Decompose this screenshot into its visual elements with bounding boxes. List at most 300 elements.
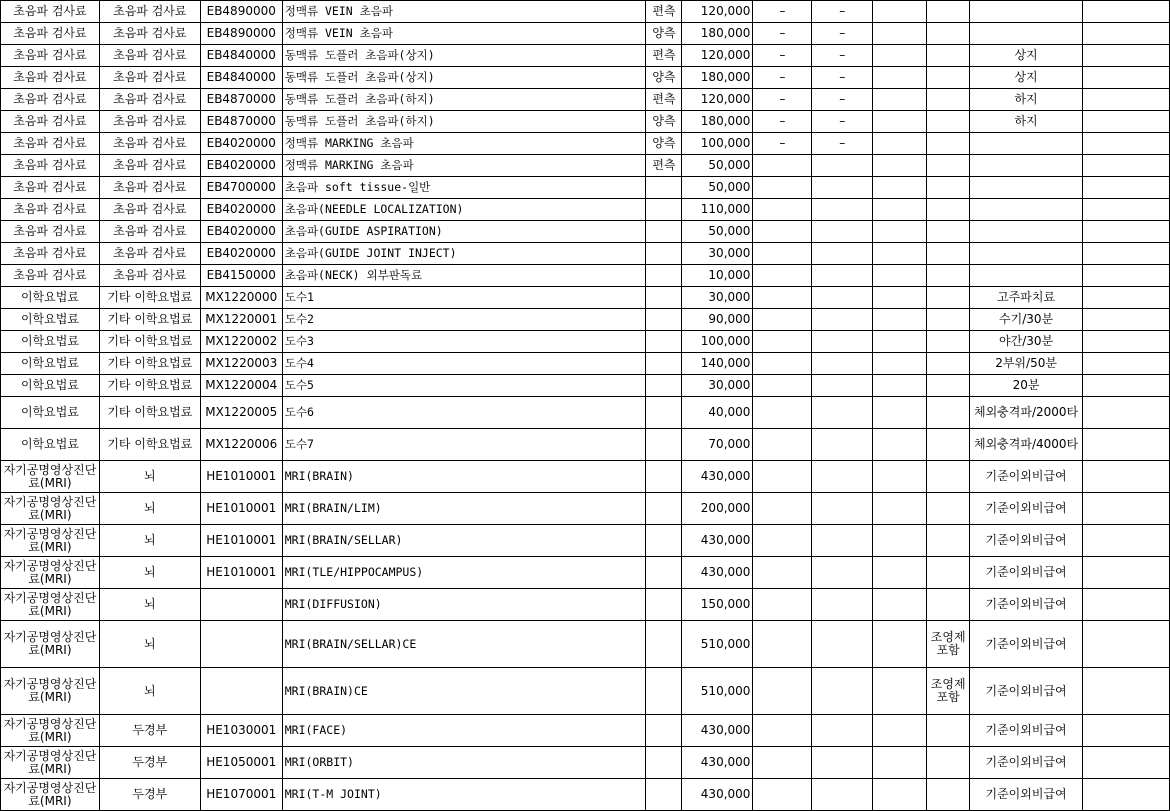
extra-cell (1083, 525, 1170, 557)
subcategory-cell: 초음파 검사료 (99, 155, 200, 177)
col8-cell: – (812, 89, 873, 111)
code-cell: EB4840000 (200, 45, 282, 67)
extra-cell (1083, 67, 1170, 89)
col8-cell (812, 155, 873, 177)
col7-cell: – (753, 45, 812, 67)
price-cell: 40,000 (682, 397, 753, 429)
extra-cell (1083, 23, 1170, 45)
extra-cell (1083, 429, 1170, 461)
price-cell: 90,000 (682, 309, 753, 331)
subcategory-cell: 초음파 검사료 (99, 23, 200, 45)
table-row (1, 557, 1170, 589)
subcategory-cell: 두경부 (99, 747, 200, 779)
extra-cell (1083, 621, 1170, 668)
code-cell: HE1010001 (200, 493, 282, 525)
remark-cell (970, 1, 1083, 23)
item-name-cell: MRI(FACE) (282, 715, 646, 747)
remark-cell: 체외충격파/4000타 (970, 429, 1083, 461)
code-cell: MX1220006 (200, 429, 282, 461)
subcategory-cell: 초음파 검사료 (99, 1, 200, 23)
col7-cell (753, 715, 812, 747)
price-cell: 180,000 (682, 111, 753, 133)
item-name-cell: 초음파 soft tissue-일반 (282, 177, 646, 199)
remark-cell: 기준이외비급여 (970, 621, 1083, 668)
col8-cell: – (812, 23, 873, 45)
side-cell (646, 221, 682, 243)
category-cell: 자기공명영상진단료(MRI) (1, 715, 100, 747)
contrast-note-cell (927, 67, 970, 89)
price-cell: 100,000 (682, 133, 753, 155)
code-cell: HE1010001 (200, 525, 282, 557)
table-row (1, 353, 1170, 375)
remark-cell: 기준이외비급여 (970, 461, 1083, 493)
extra-cell (1083, 353, 1170, 375)
col9-cell (873, 589, 927, 621)
category-cell: 자기공명영상진단료(MRI) (1, 557, 100, 589)
code-cell (200, 668, 282, 715)
table-row (1, 133, 1170, 155)
col8-cell (812, 375, 873, 397)
item-name-cell: MRI(BRAIN/SELLAR) (282, 525, 646, 557)
item-name-cell: MRI(TLE/HIPPOCAMPUS) (282, 557, 646, 589)
category-cell: 이학요법료 (1, 287, 100, 309)
item-name-cell: 동맥류 도플러 초음파(하지) (282, 111, 646, 133)
col7-cell (753, 668, 812, 715)
side-cell (646, 621, 682, 668)
price-cell: 50,000 (682, 155, 753, 177)
price-cell: 510,000 (682, 621, 753, 668)
item-name-cell: 정맥류 MARKING 초음파 (282, 133, 646, 155)
subcategory-cell: 초음파 검사료 (99, 89, 200, 111)
col7-cell: – (753, 111, 812, 133)
remark-cell: 기준이외비급여 (970, 747, 1083, 779)
category-cell: 초음파 검사료 (1, 45, 100, 67)
item-name-cell: MRI(BRAIN) (282, 461, 646, 493)
side-cell (646, 429, 682, 461)
side-cell (646, 331, 682, 353)
category-cell: 초음파 검사료 (1, 67, 100, 89)
remark-cell (970, 221, 1083, 243)
contrast-note-cell: 조영제포함 (927, 621, 970, 668)
remark-cell: 기준이외비급여 (970, 715, 1083, 747)
col9-cell (873, 557, 927, 589)
side-cell (646, 557, 682, 589)
side-cell (646, 589, 682, 621)
extra-cell (1083, 668, 1170, 715)
remark-cell: 야간/30분 (970, 331, 1083, 353)
table-row (1, 243, 1170, 265)
subcategory-cell: 초음파 검사료 (99, 133, 200, 155)
item-name-cell: MRI(BRAIN)CE (282, 668, 646, 715)
category-cell: 이학요법료 (1, 397, 100, 429)
subcategory-cell: 기타 이학요법료 (99, 331, 200, 353)
col8-cell (812, 779, 873, 811)
col8-cell (812, 715, 873, 747)
subcategory-cell: 초음파 검사료 (99, 45, 200, 67)
extra-cell (1083, 133, 1170, 155)
table-row (1, 525, 1170, 557)
contrast-note-cell (927, 779, 970, 811)
table-body (1, 1, 1170, 811)
col8-cell (812, 353, 873, 375)
extra-cell (1083, 111, 1170, 133)
category-cell: 자기공명영상진단료(MRI) (1, 461, 100, 493)
code-cell: EB4020000 (200, 133, 282, 155)
contrast-note-cell (927, 493, 970, 525)
code-cell: EB4840000 (200, 67, 282, 89)
remark-cell: 상지 (970, 67, 1083, 89)
remark-cell: 20분 (970, 375, 1083, 397)
code-cell: HE1010001 (200, 461, 282, 493)
col7-cell: – (753, 1, 812, 23)
col7-cell (753, 493, 812, 525)
price-cell: 100,000 (682, 331, 753, 353)
col9-cell (873, 668, 927, 715)
table-row (1, 461, 1170, 493)
subcategory-cell: 초음파 검사료 (99, 199, 200, 221)
item-name-cell: 도수1 (282, 287, 646, 309)
subcategory-cell: 뇌 (99, 493, 200, 525)
category-cell: 초음파 검사료 (1, 221, 100, 243)
extra-cell (1083, 747, 1170, 779)
side-cell: 편측 (646, 155, 682, 177)
extra-cell (1083, 177, 1170, 199)
col9-cell (873, 89, 927, 111)
price-cell: 120,000 (682, 1, 753, 23)
extra-cell (1083, 89, 1170, 111)
extra-cell (1083, 715, 1170, 747)
side-cell (646, 199, 682, 221)
contrast-note-cell (927, 397, 970, 429)
contrast-note-cell (927, 747, 970, 779)
subcategory-cell: 기타 이학요법료 (99, 375, 200, 397)
side-cell (646, 715, 682, 747)
contrast-note-cell (927, 89, 970, 111)
col9-cell (873, 375, 927, 397)
col7-cell (753, 397, 812, 429)
col7-cell (753, 779, 812, 811)
extra-cell (1083, 1, 1170, 23)
col8-cell: – (812, 133, 873, 155)
subcategory-cell: 기타 이학요법료 (99, 309, 200, 331)
side-cell (646, 493, 682, 525)
col9-cell (873, 525, 927, 557)
item-name-cell: 초음파(GUIDE ASPIRATION) (282, 221, 646, 243)
item-name-cell: MRI(BRAIN/LIM) (282, 493, 646, 525)
item-name-cell: 도수3 (282, 331, 646, 353)
table-row (1, 155, 1170, 177)
side-cell: 양측 (646, 133, 682, 155)
item-name-cell: 도수4 (282, 353, 646, 375)
category-cell: 자기공명영상진단료(MRI) (1, 779, 100, 811)
item-name-cell: 정맥류 MARKING 초음파 (282, 155, 646, 177)
subcategory-cell: 기타 이학요법료 (99, 353, 200, 375)
contrast-note-cell (927, 429, 970, 461)
table-row (1, 309, 1170, 331)
category-cell: 자기공명영상진단료(MRI) (1, 621, 100, 668)
extra-cell (1083, 199, 1170, 221)
category-cell: 초음파 검사료 (1, 1, 100, 23)
col8-cell (812, 331, 873, 353)
contrast-note-cell (927, 715, 970, 747)
extra-cell (1083, 45, 1170, 67)
item-name-cell: 초음파(NEEDLE LOCALIZATION) (282, 199, 646, 221)
table-row (1, 265, 1170, 287)
item-name-cell: MRI(BRAIN/SELLAR)CE (282, 621, 646, 668)
remark-cell: 하지 (970, 89, 1083, 111)
code-cell: EB4020000 (200, 199, 282, 221)
category-cell: 자기공명영상진단료(MRI) (1, 525, 100, 557)
col7-cell (753, 461, 812, 493)
side-cell: 양측 (646, 111, 682, 133)
col8-cell (812, 287, 873, 309)
table-row (1, 779, 1170, 811)
side-cell (646, 243, 682, 265)
col9-cell (873, 331, 927, 353)
extra-cell (1083, 375, 1170, 397)
side-cell (646, 177, 682, 199)
item-name-cell: 초음파(GUIDE JOINT INJECT) (282, 243, 646, 265)
col9-cell (873, 779, 927, 811)
col9-cell (873, 309, 927, 331)
item-name-cell: 도수5 (282, 375, 646, 397)
side-cell (646, 525, 682, 557)
price-cell: 430,000 (682, 525, 753, 557)
remark-cell (970, 155, 1083, 177)
col7-cell: – (753, 89, 812, 111)
code-cell: MX1220002 (200, 331, 282, 353)
code-cell: HE1030001 (200, 715, 282, 747)
code-cell: MX1220004 (200, 375, 282, 397)
extra-cell (1083, 309, 1170, 331)
contrast-note-cell (927, 23, 970, 45)
contrast-note-cell: 조영제포함 (927, 668, 970, 715)
remark-cell: 하지 (970, 111, 1083, 133)
remark-cell: 상지 (970, 45, 1083, 67)
code-cell: MX1220005 (200, 397, 282, 429)
table-row (1, 89, 1170, 111)
col9-cell (873, 243, 927, 265)
col9-cell (873, 715, 927, 747)
side-cell (646, 353, 682, 375)
side-cell: 편측 (646, 89, 682, 111)
subcategory-cell: 뇌 (99, 621, 200, 668)
price-cell: 30,000 (682, 287, 753, 309)
table-row (1, 23, 1170, 45)
category-cell: 초음파 검사료 (1, 155, 100, 177)
side-cell: 양측 (646, 67, 682, 89)
subcategory-cell: 뇌 (99, 557, 200, 589)
side-cell: 편측 (646, 45, 682, 67)
item-name-cell: 초음파(NECK) 외부판독료 (282, 265, 646, 287)
category-cell: 초음파 검사료 (1, 89, 100, 111)
col9-cell (873, 23, 927, 45)
contrast-note-cell (927, 287, 970, 309)
col7-cell (753, 353, 812, 375)
remark-cell (970, 177, 1083, 199)
col7-cell (753, 265, 812, 287)
col8-cell: – (812, 45, 873, 67)
col9-cell (873, 111, 927, 133)
subcategory-cell: 뇌 (99, 525, 200, 557)
col8-cell (812, 589, 873, 621)
side-cell (646, 461, 682, 493)
item-name-cell: 정맥류 VEIN 초음파 (282, 1, 646, 23)
side-cell (646, 747, 682, 779)
code-cell: MX1220003 (200, 353, 282, 375)
col8-cell (812, 493, 873, 525)
table-row (1, 67, 1170, 89)
price-cell: 30,000 (682, 375, 753, 397)
col7-cell (753, 429, 812, 461)
contrast-note-cell (927, 221, 970, 243)
table-row (1, 747, 1170, 779)
side-cell (646, 309, 682, 331)
category-cell: 자기공명영상진단료(MRI) (1, 493, 100, 525)
col9-cell (873, 461, 927, 493)
subcategory-cell: 초음파 검사료 (99, 221, 200, 243)
remark-cell (970, 265, 1083, 287)
price-cell: 70,000 (682, 429, 753, 461)
price-cell: 150,000 (682, 589, 753, 621)
price-cell: 200,000 (682, 493, 753, 525)
remark-cell: 기준이외비급여 (970, 525, 1083, 557)
extra-cell (1083, 243, 1170, 265)
item-name-cell: 동맥류 도플러 초음파(하지) (282, 89, 646, 111)
remark-cell: 기준이외비급여 (970, 668, 1083, 715)
table-row (1, 429, 1170, 461)
category-cell: 자기공명영상진단료(MRI) (1, 747, 100, 779)
extra-cell (1083, 589, 1170, 621)
item-name-cell: MRI(T-M JOINT) (282, 779, 646, 811)
col8-cell (812, 557, 873, 589)
code-cell: EB4020000 (200, 221, 282, 243)
col9-cell (873, 747, 927, 779)
remark-cell: 기준이외비급여 (970, 493, 1083, 525)
subcategory-cell: 초음파 검사료 (99, 243, 200, 265)
contrast-note-cell (927, 199, 970, 221)
category-cell: 초음파 검사료 (1, 177, 100, 199)
contrast-note-cell (927, 1, 970, 23)
category-cell: 초음파 검사료 (1, 111, 100, 133)
price-cell: 180,000 (682, 67, 753, 89)
col8-cell (812, 525, 873, 557)
code-cell: HE1010001 (200, 557, 282, 589)
extra-cell (1083, 265, 1170, 287)
extra-cell (1083, 557, 1170, 589)
col7-cell (753, 747, 812, 779)
category-cell: 이학요법료 (1, 429, 100, 461)
remark-cell (970, 23, 1083, 45)
col7-cell (753, 557, 812, 589)
side-cell: 양측 (646, 23, 682, 45)
category-cell: 초음파 검사료 (1, 265, 100, 287)
code-cell: EB4020000 (200, 243, 282, 265)
table-row (1, 493, 1170, 525)
item-name-cell: 동맥류 도플러 초음파(상지) (282, 67, 646, 89)
price-cell: 430,000 (682, 557, 753, 589)
contrast-note-cell (927, 375, 970, 397)
col7-cell: – (753, 67, 812, 89)
subcategory-cell: 뇌 (99, 668, 200, 715)
table-row (1, 287, 1170, 309)
table-row (1, 589, 1170, 621)
remark-cell: 수기/30분 (970, 309, 1083, 331)
contrast-note-cell (927, 133, 970, 155)
contrast-note-cell (927, 331, 970, 353)
category-cell: 초음파 검사료 (1, 199, 100, 221)
table-row (1, 621, 1170, 668)
col7-cell (753, 177, 812, 199)
col8-cell (812, 243, 873, 265)
table-row (1, 1, 1170, 23)
contrast-note-cell (927, 589, 970, 621)
col7-cell (753, 155, 812, 177)
contrast-note-cell (927, 265, 970, 287)
col8-cell: – (812, 1, 873, 23)
code-cell: HE1070001 (200, 779, 282, 811)
col9-cell (873, 353, 927, 375)
subcategory-cell: 초음파 검사료 (99, 265, 200, 287)
price-cell: 510,000 (682, 668, 753, 715)
subcategory-cell: 뇌 (99, 461, 200, 493)
table-row (1, 375, 1170, 397)
col7-cell (753, 331, 812, 353)
extra-cell (1083, 397, 1170, 429)
col7-cell (753, 375, 812, 397)
extra-cell (1083, 155, 1170, 177)
subcategory-cell: 초음파 검사료 (99, 111, 200, 133)
code-cell: MX1220001 (200, 309, 282, 331)
item-name-cell: 도수6 (282, 397, 646, 429)
col9-cell (873, 397, 927, 429)
item-name-cell: 정맥류 VEIN 초음파 (282, 23, 646, 45)
col7-cell (753, 221, 812, 243)
side-cell: 편측 (646, 1, 682, 23)
col7-cell (753, 621, 812, 668)
code-cell (200, 621, 282, 668)
code-cell: EB4890000 (200, 1, 282, 23)
col7-cell (753, 243, 812, 265)
table-row (1, 221, 1170, 243)
col7-cell: – (753, 133, 812, 155)
subcategory-cell: 기타 이학요법료 (99, 397, 200, 429)
price-cell: 430,000 (682, 747, 753, 779)
col8-cell (812, 397, 873, 429)
side-cell (646, 287, 682, 309)
category-cell: 초음파 검사료 (1, 23, 100, 45)
price-cell: 50,000 (682, 177, 753, 199)
remark-cell (970, 243, 1083, 265)
category-cell: 자기공명영상진단료(MRI) (1, 589, 100, 621)
extra-cell (1083, 221, 1170, 243)
col9-cell (873, 155, 927, 177)
price-cell: 10,000 (682, 265, 753, 287)
col9-cell (873, 429, 927, 461)
col8-cell (812, 177, 873, 199)
remark-cell: 2부위/50분 (970, 353, 1083, 375)
side-cell (646, 375, 682, 397)
table-row (1, 45, 1170, 67)
subcategory-cell: 두경부 (99, 715, 200, 747)
price-cell: 30,000 (682, 243, 753, 265)
item-name-cell: 동맥류 도플러 초음파(상지) (282, 45, 646, 67)
col7-cell: – (753, 23, 812, 45)
remark-cell: 기준이외비급여 (970, 557, 1083, 589)
category-cell: 자기공명영상진단료(MRI) (1, 668, 100, 715)
category-cell: 이학요법료 (1, 309, 100, 331)
remark-cell (970, 199, 1083, 221)
